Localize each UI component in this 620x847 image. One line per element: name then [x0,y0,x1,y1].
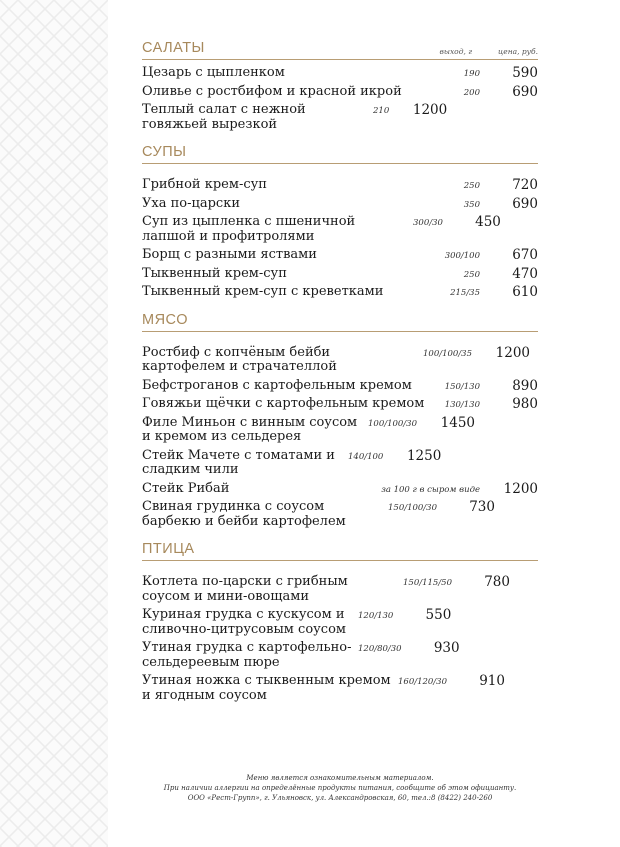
section-poultry [142,541,538,703]
menu-item [142,379,538,394]
item-name: Тыквенный крем-суп с креветками [142,284,384,299]
item-weight: 160/120/30 [398,677,447,687]
section-title: ПТИЦА [142,541,195,557]
item-name: Говяжьи щёчки с картофельным кремом [142,396,425,411]
item-price: 910 [479,673,505,689]
item-weight: 350 [463,199,480,210]
item-weight: 150/100/30 [388,503,437,513]
item-name: Теплый салат с нежной говяжьей вырезкой [142,102,306,132]
item-name: Филе Миньон с винным соусом и кремом из сельдерея [142,414,358,444]
section-meat [142,312,538,530]
item-price: 930 [433,640,460,656]
item-name: Свиная грудинка с соусом барбекю и бейби картофелем [142,499,346,529]
menu-item [142,416,538,445]
menu-item [142,197,538,212]
item-name: Цезарь с цыпленком [142,65,285,80]
section-header [142,541,538,561]
section-salads [142,40,538,132]
section-title: СУПЫ [142,144,187,160]
item-weight: 150/130 [444,381,480,392]
menu-item [142,500,538,529]
item-price: 890 [512,377,538,394]
item-price: 1200 [412,102,448,118]
menu-item [142,85,538,100]
column-weight-header: выход, г [439,47,472,56]
item-name: Котлета по-царски с грибным соусом и мини-овощами [142,574,348,604]
section-header [142,144,538,164]
footer-line: ООО «Рест-Групп», г. Ульяновск, ул. Александровская, 60, тел.:8 (8422) 240-260 [187,794,493,802]
menu-item [142,267,538,282]
item-weight: 300/30 [413,218,443,228]
item-weight: 100/100/35 [423,348,472,359]
item-price: 720 [512,177,538,193]
item-price: 730 [469,499,495,515]
item-price: 550 [425,607,452,623]
item-price: 1250 [406,447,442,464]
item-price: 690 [512,195,538,212]
item-price: 1200 [503,480,538,497]
item-price: 590 [512,65,538,81]
item-name: Бефстроганов с картофельным кремом [142,377,412,393]
item-price: 470 [512,265,538,282]
item-weight: 140/100 [348,451,384,462]
menu-item [142,608,538,637]
item-name: Тыквенный крем-суп [142,265,287,281]
menu-item [142,641,538,670]
column-price-header: цена, руб. [498,47,538,56]
item-weight: 190 [463,69,480,79]
footer-notes [142,773,538,803]
menu-item [142,482,538,497]
item-weight: 150/115/50 [403,578,452,588]
item-price: 1450 [440,414,475,431]
item-price: 610 [512,284,538,300]
item-price: 690 [512,83,538,100]
item-name: Стейк Мачете с томатами и сладким чили [142,447,335,477]
menu-item [142,575,538,604]
item-name: Борщ с разными яствами [142,247,317,262]
footer-line: Меню является ознакомительным материалом. [246,774,434,782]
item-weight: 250 [463,269,480,280]
item-weight: за 100 г в сыром виде [381,484,480,495]
decorative-pattern [0,0,108,847]
menu-item [142,66,538,81]
item-name: Уха по-царски [142,195,240,211]
item-name: Утиная ножка с тыквенным кремом и ягодным соусом [142,673,391,703]
item-weight: 210 [373,106,390,116]
item-price: 780 [484,574,510,590]
item-weight: 200 [463,87,480,98]
item-weight: 130/130 [444,400,480,410]
menu-item [142,215,538,244]
menu-item [142,449,538,478]
item-weight: 215/35 [450,288,480,298]
item-weight: 300/100 [444,251,480,261]
menu-item [142,285,538,300]
menu-content [142,40,538,707]
column-headers [439,47,538,56]
item-weight: 120/80/30 [358,644,402,654]
item-weight: 250 [463,181,480,191]
menu-item [142,346,538,375]
item-weight: 100/100/30 [368,418,417,429]
menu-item [142,103,538,132]
menu-item [142,674,538,703]
section-title: САЛАТЫ [142,40,205,56]
menu-item [142,248,538,263]
section-soups [142,144,538,300]
item-name: Стейк Рибай [142,480,230,496]
section-title: МЯСО [142,311,188,328]
menu-item [142,178,538,193]
item-name: Грибной крем-суп [142,177,267,192]
item-name: Куриная грудка с кускусом и сливочно-цитрусовым соусом [142,607,347,637]
item-name: Ростбиф с копчёным бейби картофелем и страчателлой [142,344,337,374]
item-price: 980 [512,396,538,412]
item-name: Оливье с ростбифом и красной икрой [142,83,402,99]
item-name: Утиная грудка с картофельно-сельдереевым пюре [142,640,352,670]
menu-item [142,397,538,412]
item-weight: 120/130 [358,611,394,621]
section-header [142,312,538,332]
section-header [142,40,538,60]
item-price: 450 [475,214,501,230]
item-price: 670 [512,247,538,263]
item-price: 1200 [495,344,530,361]
footer-line: При наличии аллергии на определённые продукты питания, сообщите об этом официанту. [163,784,517,792]
item-name: Суп из цыпленка с пшеничной лапшой и профитролями [142,214,356,244]
